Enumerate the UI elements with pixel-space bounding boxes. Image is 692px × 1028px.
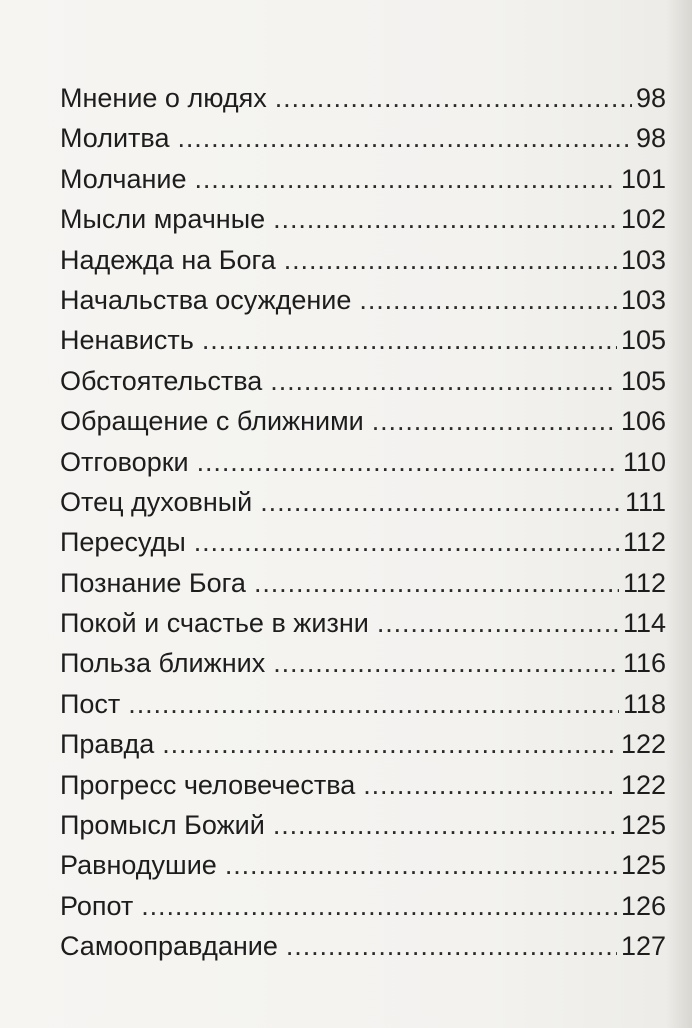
toc-entry-page: 112 [622,527,666,558]
toc-entry-title: Отец духовный [60,486,253,517]
toc-entry [60,320,666,360]
toc-entry-page: 125 [620,850,666,881]
toc-entry-title: Промысл Божий [60,810,265,841]
dot-leader [162,724,617,764]
toc-entry-page: 103 [620,244,666,275]
dot-leader [194,159,616,199]
toc-entry-page: 111 [624,486,666,517]
toc-entry [60,805,666,845]
toc-entry-page: 112 [622,567,666,598]
toc-entry-page: 102 [620,204,666,235]
toc-entry [60,118,666,158]
dot-leader [273,199,617,239]
toc-entry-title: Пересуды [60,527,186,558]
toc-entry [60,845,666,885]
dot-leader [128,684,619,724]
toc-entry [60,240,666,280]
toc-entry [60,603,666,643]
toc-entry-page: 98 [635,123,666,154]
toc-entry [60,765,666,805]
toc-entry-title: Обращение с ближними [60,406,364,437]
toc-entry-title: Правда [60,729,155,760]
toc-entry-title: Прогресс человечества [60,769,356,800]
page-edge-shadow [666,0,692,1028]
toc-entry-page: 122 [620,729,666,760]
toc-entry-title: Надежда на Бога [60,244,276,275]
toc-entry-title: Ненависть [60,325,194,356]
toc-entry-title: Покой и счастье в жизни [60,608,369,639]
toc-entry-title: Обстоятельства [60,365,263,396]
toc-entry [60,199,666,239]
toc-entry-page: 122 [620,769,666,800]
dot-leader [194,522,619,562]
toc-entry [60,522,666,562]
toc-entry [60,886,666,926]
dot-leader [275,78,632,118]
dot-leader [372,401,617,441]
dot-leader [260,482,621,522]
dot-leader [377,603,619,643]
toc-entry-title: Пост [60,688,121,719]
toc-entry-title: Самооправдание [60,931,278,962]
dot-leader [202,320,617,360]
toc-entry-page: 118 [622,688,666,719]
dot-leader [273,643,619,683]
toc-entry [60,643,666,683]
dot-leader [363,765,617,805]
toc-entry-page: 106 [620,406,666,437]
toc-entry [60,684,666,724]
toc-entry-page: 103 [620,284,666,315]
toc-entry-page: 110 [622,446,666,477]
toc-entry-title: Начальства осуждение [60,284,352,315]
dot-leader [254,563,619,603]
toc-entry [60,401,666,441]
dot-leader [273,805,617,845]
dot-leader [284,240,617,280]
toc-entry-page: 105 [620,325,666,356]
toc-entry [60,482,666,522]
toc-entry-title: Мысли мрачные [60,204,266,235]
toc-entry [60,926,666,966]
toc-entry-title: Познание Бога [60,567,246,598]
toc-entry-title: Мнение о людях [60,83,267,113]
dot-leader [286,926,617,966]
toc-entry-page: 127 [620,931,666,962]
toc-entry-title: Молчание [60,163,187,194]
toc-entry-title: Равнодушие [60,850,217,881]
dot-leader [197,442,619,482]
toc-entry [60,442,666,482]
toc-entry-page: 101 [620,163,666,194]
toc-entry-page: 126 [620,890,666,921]
toc-entry-title: Молитва [60,123,170,154]
toc-entry [60,78,666,118]
dot-leader [359,280,617,320]
dot-leader [225,845,617,885]
toc-entry [60,361,666,401]
dot-leader [177,118,631,158]
toc-entry-page: 114 [622,608,666,639]
dot-leader [270,361,617,401]
toc-entry-page: 125 [620,810,666,841]
toc-entry-page: 98 [635,83,666,113]
toc-entry-title: Отговорки [60,446,189,477]
toc-entry-page: 105 [620,365,666,396]
toc-entry [60,724,666,764]
toc-entry [60,159,666,199]
toc-entry-title: Польза ближних [60,648,266,679]
table-of-contents [60,78,666,967]
toc-entry [60,280,666,320]
toc-entry [60,563,666,603]
toc-entry-page: 116 [622,648,666,679]
toc-entry-title: Ропот [60,890,134,921]
dot-leader [141,886,617,926]
